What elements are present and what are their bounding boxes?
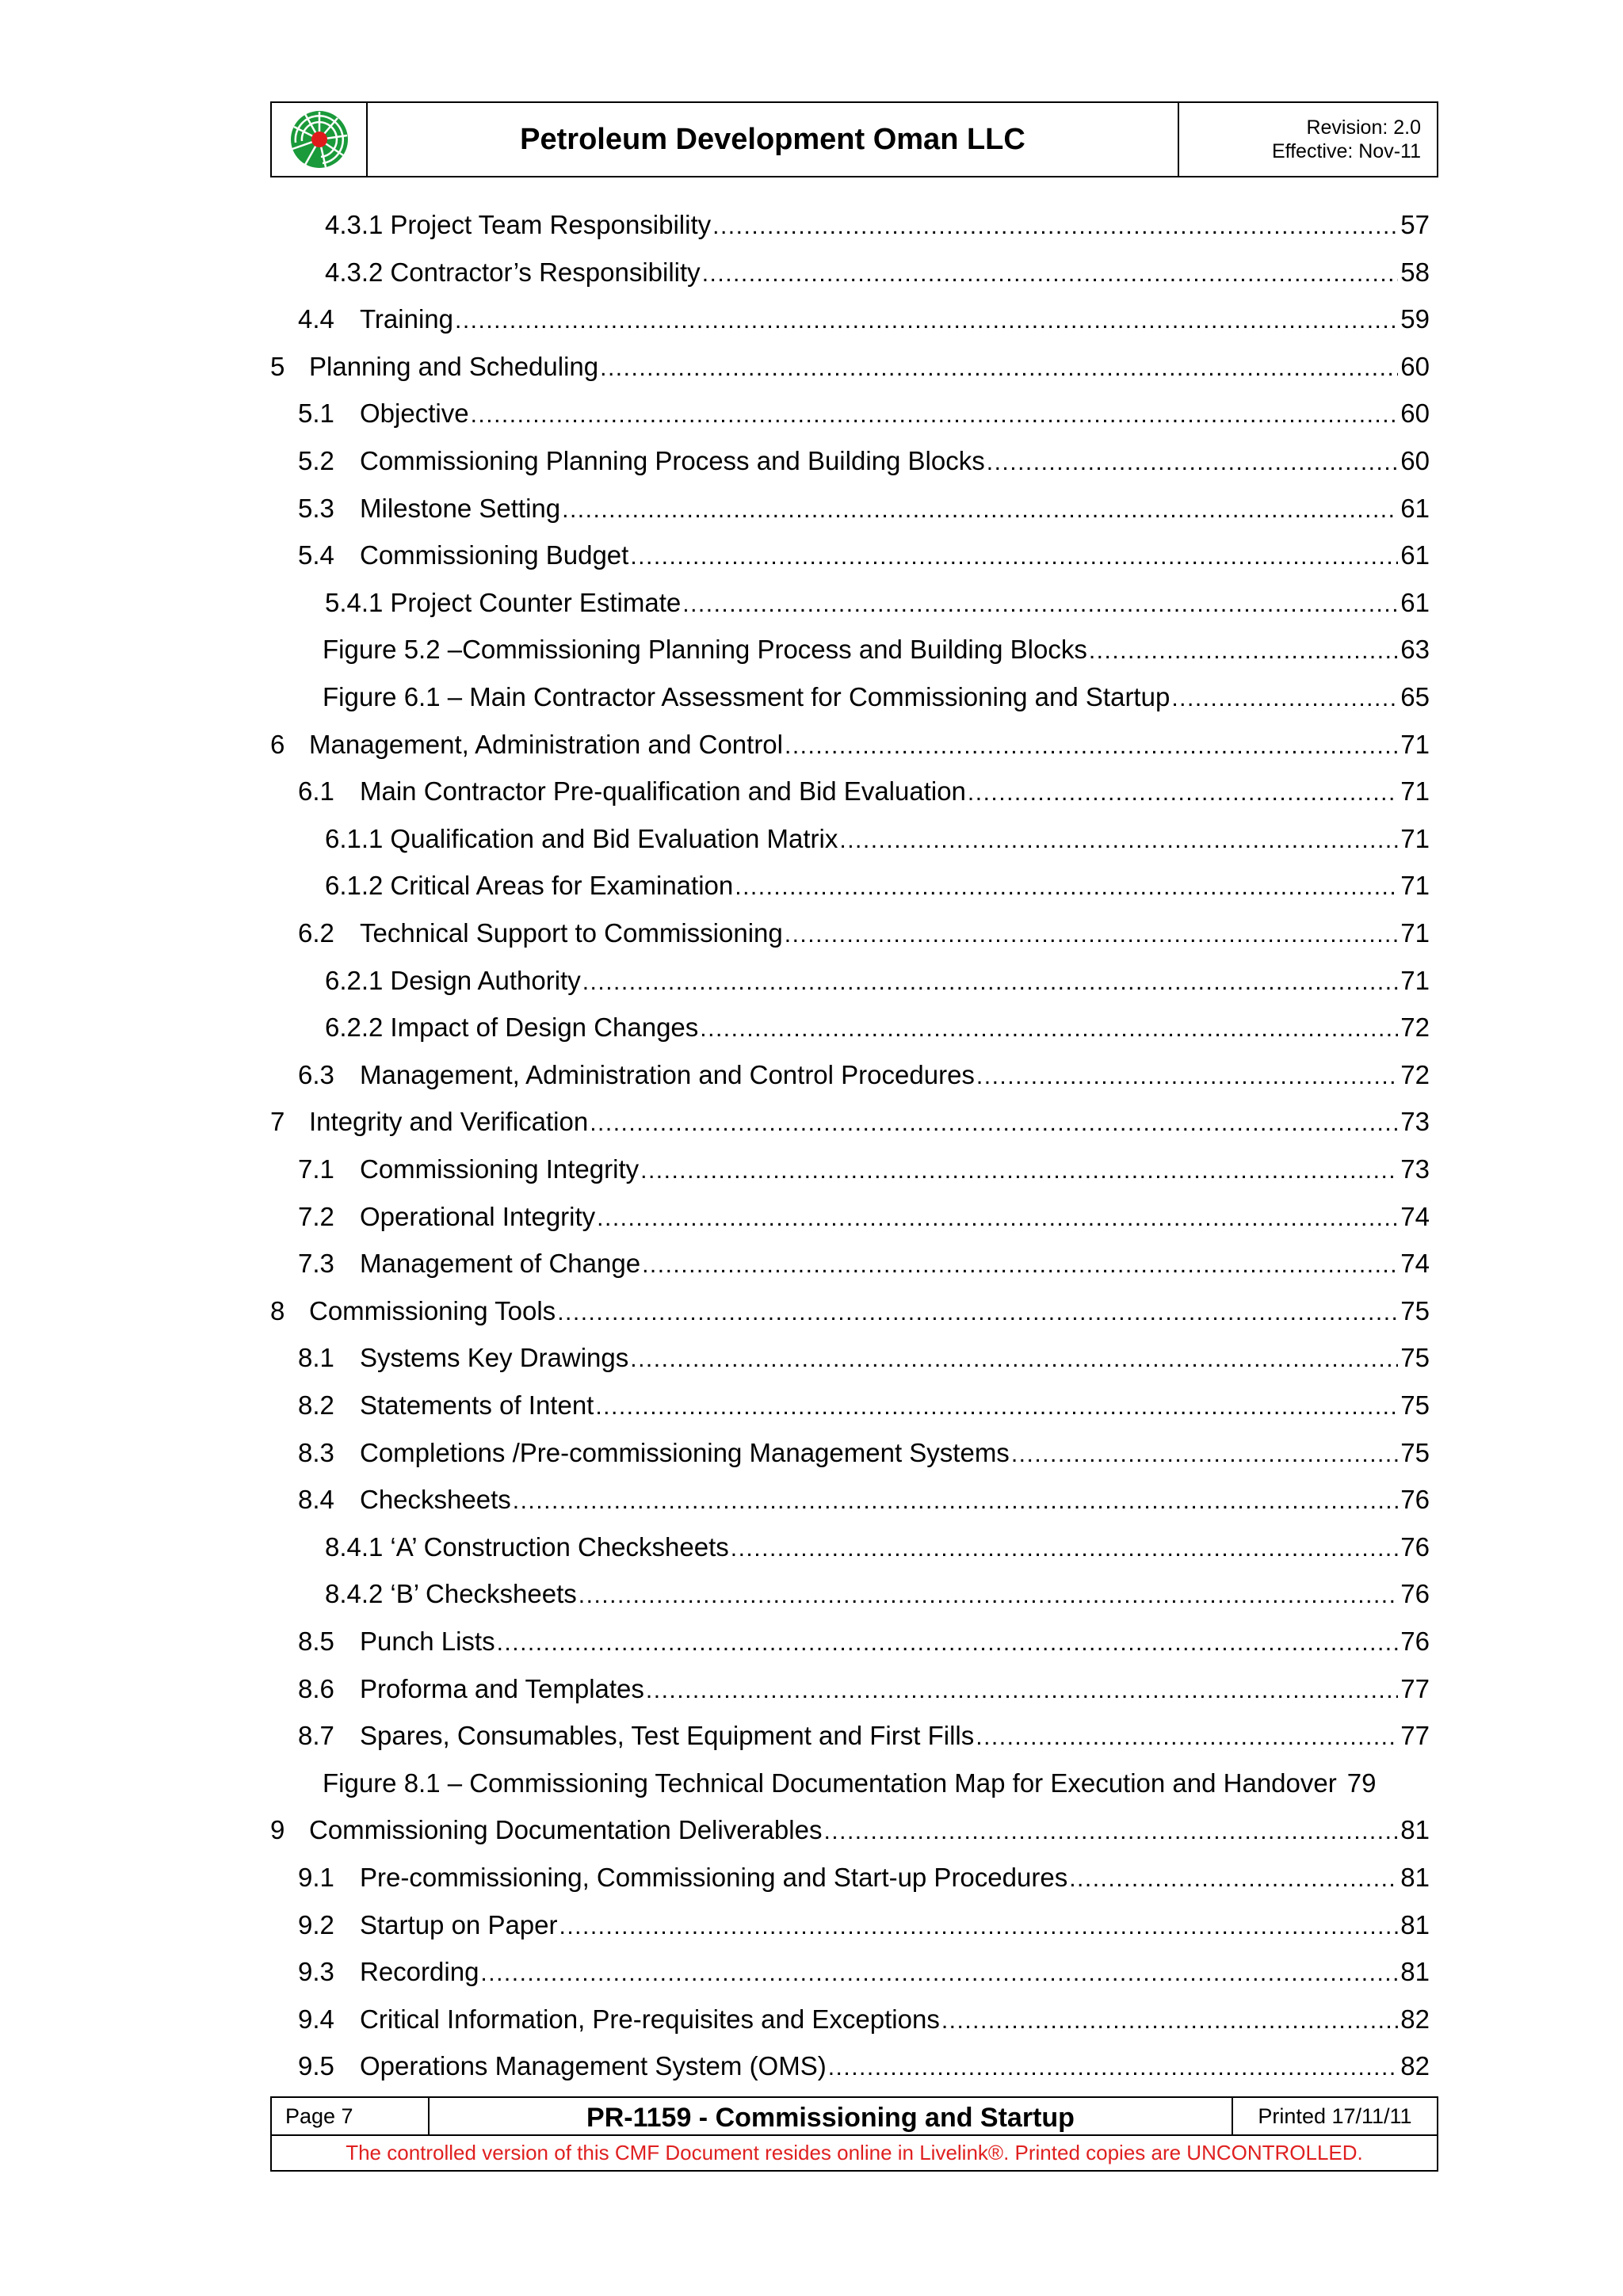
toc-entry-number: 8.3 (298, 1438, 334, 1467)
toc-entry[interactable] (298, 396, 1430, 431)
toc-dot-leader (987, 445, 1399, 480)
toc-entry[interactable] (298, 538, 1430, 573)
toc-entry-page: 60 (1400, 352, 1430, 381)
toc-entry-title: Startup on Paper (360, 1910, 558, 1939)
toc-entry-number: 5.4.1 (325, 588, 384, 617)
toc-entry-title: Design Authority (390, 966, 581, 995)
toc-entry-page: 71 (1400, 824, 1430, 853)
page-number: Page 7 (272, 2098, 430, 2134)
toc-entry-page: 79 (1346, 1768, 1377, 1798)
revision-info (1179, 103, 1437, 176)
uncontrolled-notice: The controlled version of this CMF Document resides online in Livelink®. Printed copies are UNCONTROLLED. (346, 2141, 1363, 2164)
toc-entry-number: 9.2 (298, 1910, 334, 1939)
company-title: Petroleum Development Oman LLC (368, 103, 1179, 176)
toc-entry-page: 65 (1400, 682, 1430, 711)
toc-entry-title: Project Team Responsibility (390, 210, 712, 239)
toc-entry-title: Checksheets (360, 1485, 511, 1514)
toc-entry-title: Impact of Design Changes (390, 1013, 699, 1042)
toc-entry-title: Figure 8.1 – Commissioning Technical Documentation Map for Execution and Handover (323, 1768, 1337, 1798)
toc-entry-number: 6.2.2 (325, 1013, 384, 1042)
toc-entry-number: 9.4 (298, 2004, 334, 2034)
toc-entry[interactable] (298, 1955, 1430, 1989)
document-footer (270, 2096, 1438, 2172)
toc-entry-page: 58 (1400, 257, 1430, 287)
toc-entry-number: 8 (270, 1296, 285, 1325)
toc-entry-number: 9.1 (298, 1863, 334, 1892)
toc-entry-title: Systems Key Drawings (360, 1343, 629, 1372)
toc-entry-page: 71 (1400, 871, 1430, 900)
toc-entry[interactable] (323, 680, 1430, 715)
toc-dot-leader (682, 587, 1398, 622)
toc-entry-page: 76 (1400, 1532, 1430, 1562)
toc-dot-leader (968, 776, 1398, 810)
toc-dot-leader (702, 257, 1399, 292)
toc-dot-leader (642, 1248, 1398, 1283)
document-title: PR-1159 - Commissioning and Startup (430, 2098, 1233, 2134)
toc-dot-leader (941, 2004, 1398, 2039)
toc-entry-page: 71 (1400, 918, 1430, 948)
toc-dot-leader (828, 2050, 1399, 2085)
toc-dot-leader (1069, 1862, 1398, 1897)
toc-entry[interactable] (298, 1341, 1430, 1375)
toc-entry[interactable] (298, 444, 1430, 479)
toc-entry-title: ‘B’ Checksheets (390, 1579, 577, 1608)
toc-dot-leader (1089, 634, 1398, 669)
toc-dot-leader (559, 1909, 1399, 1944)
toc-entry-number: 4.3.2 (325, 257, 384, 287)
toc-entry[interactable] (298, 1718, 1430, 1753)
toc-entry-number: 9 (270, 1815, 285, 1844)
effective-label: Effective: Nov-11 (1271, 140, 1421, 162)
toc-entry-number: 6 (270, 730, 285, 759)
toc-dot-leader (976, 1059, 1398, 1094)
toc-entry[interactable] (323, 1766, 1430, 1801)
toc-entry-page: 75 (1400, 1343, 1430, 1372)
toc-entry-title: Commissioning Tools (309, 1296, 556, 1325)
toc-entry-number: 7 (270, 1107, 285, 1136)
toc-entry-title: Objective (360, 399, 469, 428)
toc-entry-title: ‘A’ Construction Checksheets (390, 1532, 729, 1562)
toc-entry-title: Critical Areas for Examination (390, 871, 734, 900)
toc-entry[interactable] (270, 1294, 1430, 1329)
toc-entry-page: 59 (1400, 304, 1430, 334)
toc-dot-leader (497, 1626, 1399, 1661)
toc-entry-number: 5.2 (298, 446, 334, 475)
toc-entry-page: 61 (1400, 494, 1430, 523)
toc-dot-leader (595, 1390, 1398, 1425)
toc-entry[interactable] (298, 2049, 1430, 2084)
toc-entry-title: Commissioning Budget (360, 540, 629, 570)
toc-dot-leader (590, 1106, 1398, 1141)
toc-dot-leader (579, 1578, 1398, 1613)
toc-entry-page: 81 (1400, 1910, 1430, 1939)
toc-entry[interactable] (325, 585, 1430, 620)
toc-entry-number: 8.1 (298, 1343, 334, 1372)
toc-entry-page: 71 (1400, 776, 1430, 806)
toc-entry-number: 6.1.2 (325, 871, 384, 900)
toc-entry[interactable] (270, 349, 1430, 384)
toc-entry-title: Operations Management System (OMS) (360, 2051, 827, 2081)
toc-dot-leader (640, 1154, 1398, 1188)
toc-dot-leader (630, 540, 1398, 574)
toc-entry-title: Commissioning Integrity (360, 1154, 640, 1184)
toc-entry-title: Management, Administration and Control Procedures (360, 1060, 975, 1089)
toc-entry-page: 72 (1400, 1013, 1430, 1042)
toc-entry-title: Commissioning Documentation Deliverables (309, 1815, 823, 1844)
toc-entry-number: 5.4 (298, 540, 334, 570)
toc-dot-leader (735, 870, 1398, 905)
toc-dot-leader (731, 1531, 1399, 1566)
toc-entry[interactable] (298, 1436, 1430, 1470)
toc-entry[interactable] (298, 916, 1430, 951)
toc-entry-title: Planning and Scheduling (309, 352, 599, 381)
toc-entry[interactable] (298, 1908, 1430, 1943)
toc-entry-title: Integrity and Verification (309, 1107, 589, 1136)
toc-dot-leader (823, 1814, 1398, 1849)
toc-entry[interactable] (325, 1577, 1430, 1611)
toc-dot-leader (562, 493, 1398, 528)
toc-entry-title: Proforma and Templates (360, 1674, 644, 1703)
toc-entry[interactable] (325, 208, 1430, 242)
toc-entry-page: 61 (1400, 540, 1430, 570)
toc-dot-leader (471, 398, 1399, 433)
toc-entry[interactable] (298, 1152, 1430, 1187)
toc-entry[interactable] (298, 491, 1430, 526)
toc-dot-leader (513, 1484, 1399, 1519)
toc-dot-leader (785, 729, 1398, 764)
toc-dot-leader (976, 1720, 1398, 1755)
toc-entry-page: 77 (1400, 1721, 1430, 1750)
toc-entry-title: Punch Lists (360, 1627, 495, 1656)
toc-dot-leader (582, 965, 1399, 1000)
toc-entry-page: 60 (1400, 446, 1430, 475)
toc-entry[interactable] (298, 1624, 1430, 1659)
toc-entry-title: Management, Administration and Control (309, 730, 783, 759)
toc-entry-page: 77 (1400, 1674, 1430, 1703)
footer-row (272, 2098, 1437, 2136)
toc-entry-number: 5.1 (298, 399, 334, 428)
toc-entry-page: 71 (1400, 730, 1430, 759)
printed-date: Printed 17/11/11 (1258, 2104, 1412, 2128)
toc-entry-page: 81 (1400, 1957, 1430, 1986)
toc-entry-page: 71 (1400, 966, 1430, 995)
toc-entry-page: 76 (1400, 1627, 1430, 1656)
toc-entry[interactable] (323, 632, 1430, 667)
toc-entry-page: 60 (1400, 399, 1430, 428)
toc-dot-leader (597, 1201, 1398, 1236)
toc-entry[interactable] (298, 1672, 1430, 1707)
toc-dot-leader (455, 303, 1398, 338)
toc-entry[interactable] (298, 1058, 1430, 1093)
toc-entry-title: Commissioning Planning Process and Building Blocks (360, 446, 985, 475)
toc-entry-title: Management of Change (360, 1249, 641, 1278)
toc-entry-number: 8.5 (298, 1627, 334, 1656)
toc-dot-leader (646, 1673, 1398, 1708)
toc-entry[interactable] (325, 868, 1430, 903)
toc-entry-title: Statements of Intent (360, 1390, 594, 1420)
toc-entry[interactable] (325, 1530, 1430, 1565)
toc-entry[interactable] (270, 1104, 1430, 1139)
toc-entry-title: Contractor’s Responsibility (390, 257, 701, 287)
toc-entry-page: 81 (1400, 1863, 1430, 1892)
toc-dot-leader (1011, 1437, 1398, 1472)
toc-entry-title: Figure 6.1 – Main Contractor Assessment for Commissioning and Startup (323, 682, 1170, 711)
toc-entry-title: Operational Integrity (360, 1202, 596, 1231)
toc-entry-number: 4.3.1 (325, 210, 384, 239)
toc-entry-page: 76 (1400, 1579, 1430, 1608)
toc-dot-leader (712, 209, 1398, 244)
toc-entry[interactable] (325, 822, 1430, 856)
toc-entry-title: Technical Support to Commissioning (360, 918, 783, 948)
toc-dot-leader (839, 823, 1398, 858)
toc-entry-page: 75 (1400, 1296, 1430, 1325)
revision-label: Revision: 2.0 (1306, 116, 1421, 139)
toc-entry-page: 82 (1400, 2051, 1430, 2081)
toc-entry-title: Completions /Pre-commissioning Management Systems (360, 1438, 1010, 1467)
toc-entry-number: 6.3 (298, 1060, 334, 1089)
toc-entry-title: Training (360, 304, 453, 334)
toc-entry-title: Pre-commissioning, Commissioning and Start-up Procedures (360, 1863, 1068, 1892)
toc-entry-page: 75 (1400, 1390, 1430, 1420)
pdo-logo-icon (288, 108, 351, 171)
toc-entry-page: 72 (1400, 1060, 1430, 1089)
toc-entry-title: Critical Information, Pre-requisites and Exceptions (360, 2004, 940, 2034)
toc-entry-number: 8.4 (298, 1485, 334, 1514)
toc-entry-page: 76 (1400, 1485, 1430, 1514)
toc-entry-page: 75 (1400, 1438, 1430, 1467)
toc-entry[interactable] (325, 255, 1430, 290)
toc-dot-leader (480, 1956, 1398, 1991)
toc-entry-page: 74 (1400, 1249, 1430, 1278)
toc-entry-title: Qualification and Bid Evaluation Matrix (390, 824, 838, 853)
toc-entry[interactable] (325, 963, 1430, 998)
toc-entry-page: 74 (1400, 1202, 1430, 1231)
toc-entry-number: 7.2 (298, 1202, 334, 1231)
toc-dot-leader (600, 351, 1398, 386)
toc-entry-title: Figure 5.2 –Commissioning Planning Process and Building Blocks (323, 635, 1087, 664)
toc-entry[interactable] (325, 1010, 1430, 1045)
toc-entry[interactable] (298, 2002, 1430, 2037)
toc-entry[interactable] (298, 774, 1430, 809)
toc-entry-number: 5 (270, 352, 285, 381)
toc-entry-number: 8.4.2 (325, 1579, 384, 1608)
toc-dot-leader (700, 1012, 1398, 1047)
toc-entry-page: 73 (1400, 1154, 1430, 1184)
toc-entry-title: Milestone Setting (360, 494, 561, 523)
toc-entry-page: 61 (1400, 588, 1430, 617)
toc-dot-leader (630, 1342, 1398, 1377)
toc-entry[interactable] (298, 1482, 1430, 1517)
toc-entry-number: 8.7 (298, 1721, 334, 1750)
toc-entry-page: 73 (1400, 1107, 1430, 1136)
toc-entry-title: Main Contractor Pre-qualification and Bid Evaluation (360, 776, 966, 806)
document-header (270, 101, 1438, 177)
toc-entry[interactable] (298, 1860, 1430, 1895)
toc-entry-title: Recording (360, 1957, 479, 1986)
toc-entry-number: 8.6 (298, 1674, 334, 1703)
toc-entry-page: 57 (1400, 210, 1430, 239)
toc-entry[interactable] (270, 1813, 1430, 1848)
toc-entry-number: 6.1 (298, 776, 334, 806)
toc-entry[interactable] (270, 727, 1430, 762)
toc-entry-number: 8.4.1 (325, 1532, 384, 1562)
toc-entry-title: Project Counter Estimate (390, 588, 682, 617)
toc-entry[interactable] (298, 1199, 1430, 1234)
toc-entry-number: 4.4 (298, 304, 334, 334)
toc-entry[interactable] (298, 1388, 1430, 1423)
toc-dot-leader (557, 1295, 1398, 1330)
toc-entry-number: 8.2 (298, 1390, 334, 1420)
toc-entry-number: 7.3 (298, 1249, 334, 1278)
toc-entry-page: 82 (1400, 2004, 1430, 2034)
toc-entry-number: 9.3 (298, 1957, 334, 1986)
toc-entry-page: 63 (1400, 635, 1430, 664)
toc-entry[interactable] (298, 1246, 1430, 1281)
toc-entry-number: 7.1 (298, 1154, 334, 1184)
toc-entry-number: 6.2.1 (325, 966, 384, 995)
toc-dot-leader (1171, 681, 1398, 716)
logo-cell (272, 103, 368, 176)
toc-entry-number: 6.1.1 (325, 824, 384, 853)
toc-dot-leader (785, 917, 1399, 952)
toc-entry-number: 9.5 (298, 2051, 334, 2081)
toc-entry[interactable] (298, 302, 1430, 337)
toc-entry-number: 6.2 (298, 918, 334, 948)
toc-entry-title: Spares, Consumables, Test Equipment and First Fills (360, 1721, 975, 1750)
toc-entry-number: 5.3 (298, 494, 334, 523)
toc-entry-page: 81 (1400, 1815, 1430, 1844)
